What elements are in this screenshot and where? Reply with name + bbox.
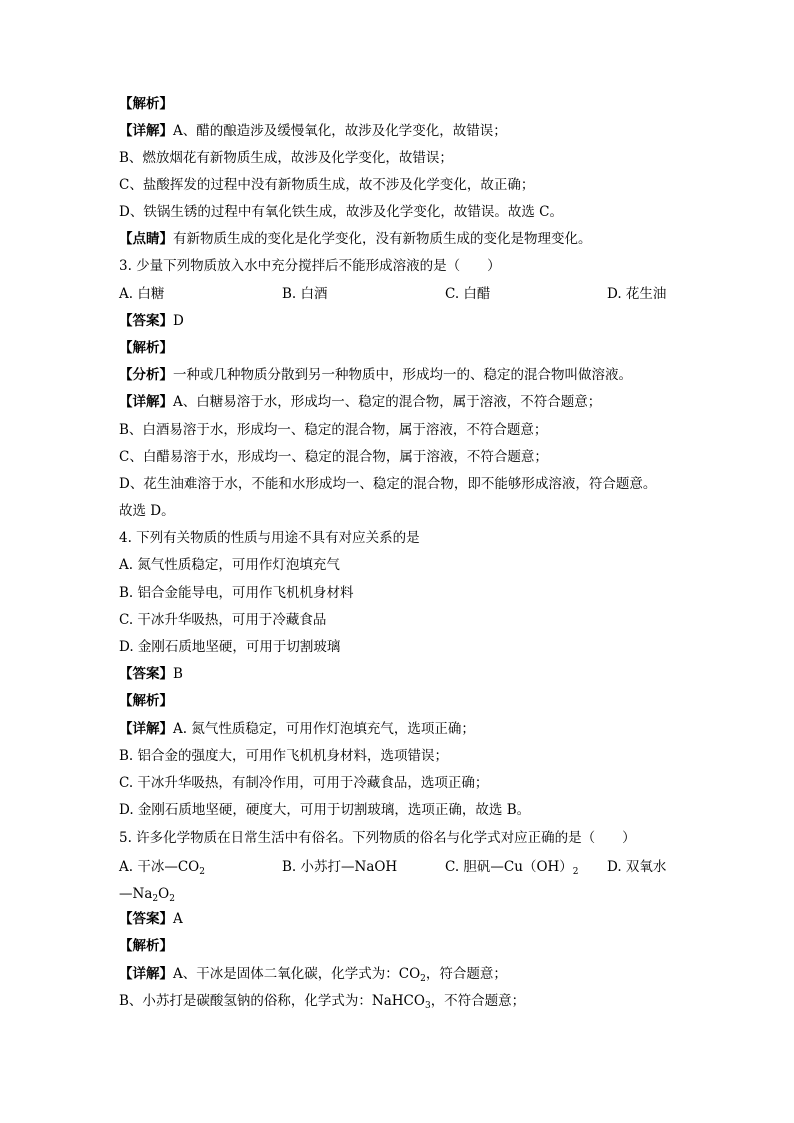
subscript: 2 <box>199 867 205 877</box>
q3-conclusion: 故选 D。 <box>119 503 175 519</box>
q3-jiexi-heading: 【解析】 <box>119 340 173 356</box>
q5-jiexi-heading: 【解析】 <box>119 938 173 954</box>
q3-option-d: D. 花生油 <box>607 286 667 302</box>
q4-option-c: C. 干冰升华吸热，可用于冷藏食品 <box>119 612 327 628</box>
xiangjie-tag: 【详解】 <box>119 123 173 139</box>
subscript: 3 <box>424 1001 431 1011</box>
subscript: 2 <box>169 894 175 904</box>
q4-xiangjie-a <box>119 719 475 739</box>
xiangjie-1c: C、盐酸挥发的过程中没有新物质生成，故不涉及化学变化，故正确； <box>119 177 535 193</box>
q5-answer <box>119 909 183 929</box>
xiangjie-tag: 【详解】 <box>119 721 173 737</box>
dianjing-text: 有新物质生成的变化是化学变化，没有新物质生成的变化是物理变化。 <box>173 231 592 247</box>
q3-option-b: B. 白酒 <box>282 286 328 302</box>
q5-option-d: D. 双氧水 <box>607 859 667 875</box>
q4-option-a: A. 氮气性质稳定，可用作灯泡填充气 <box>119 557 340 573</box>
xiangjie-tag: 【详解】 <box>119 966 173 982</box>
xiangjie-1b: B、燃放烟花有新物质生成，故涉及化学变化，故错误； <box>119 150 453 166</box>
answer-value: B <box>173 666 183 682</box>
xiangjie-1a <box>119 121 507 141</box>
q3-option-c: C. 白醋 <box>445 286 491 302</box>
q3-answer <box>119 311 184 331</box>
xiangjie-tail: ，符合题意； <box>425 966 507 982</box>
xiangjie-tail: ，不符合题意； <box>430 993 526 1009</box>
q5-option-a-text: A. 干冰—CO <box>119 859 200 875</box>
xiangjie-1d: D、铁锅生锈的过程中有氧化铁生成，故涉及化学变化，故错误。故选 C。 <box>119 204 563 220</box>
answer-value: A <box>173 911 183 927</box>
q5-xiangjie-b <box>119 991 525 1011</box>
q5-stem: 5. 许多化学物质在日常生活中有俗名。下列物质的俗名与化学式对应正确的是（ ） <box>119 830 636 846</box>
q3-xiangjie-d: D、花生油难溶于水，不能和水形成均一、稳定的混合物，即不能够形成溶液，符合题意。 <box>119 476 657 492</box>
q4-option-d: D. 金刚石质地坚硬，可用于切割玻璃 <box>119 639 341 655</box>
answer-value: D <box>173 313 184 329</box>
answer-tag: 【答案】 <box>119 313 173 329</box>
answer-tag: 【答案】 <box>119 911 173 927</box>
answer-tag: 【答案】 <box>119 666 173 682</box>
xiangjie-text: A、醋的酿造涉及缓慢氧化，故涉及化学变化，故错误； <box>173 123 507 139</box>
q3-stem: 3. 少量下列物质放入水中充分搅拌后不能形成溶液的是（ ） <box>119 258 501 274</box>
q5-option-b: B. 小苏打—NaOH <box>282 859 398 875</box>
q4-jiexi-heading: 【解析】 <box>119 693 173 709</box>
q5-option-c-text: C. 胆矾—Cu（OH） <box>445 859 573 875</box>
q5-option-a <box>119 857 205 877</box>
fenxi-tag: 【分析】 <box>119 367 173 383</box>
q4-xiangjie-c: C. 干冰升华吸热，有制冷作用，可用于冷藏食品，选项正确； <box>119 775 489 791</box>
q5-option-c <box>445 857 579 877</box>
q4-option-b: B. 铝合金能导电，可用作飞机机身材料 <box>119 585 354 601</box>
q5-option-d-oxygen: O <box>158 886 170 902</box>
q3-option-a: A. 白糖 <box>119 286 165 302</box>
xiangjie-text: B、小苏打是碳酸氢钠的俗称，化学式为：NaHCO <box>119 993 425 1009</box>
xiangjie-tag: 【详解】 <box>119 394 173 410</box>
xiangjie-text: A、干冰是固体二氧化碳，化学式为：CO <box>173 966 421 982</box>
subscript: 2 <box>152 894 159 904</box>
fenxi-text: 一种或几种物质分散到另一种物质中，形成均一的、稳定的混合物叫做溶液。 <box>173 367 632 383</box>
xiangjie-text: A. 氮气性质稳定，可用作灯泡填充气，选项正确； <box>173 721 475 737</box>
dianjing-1 <box>119 229 592 249</box>
q3-xiangjie-b: B、白酒易溶于水，形成均一、稳定的混合物，属于溶液，不符合题意； <box>119 422 548 438</box>
subscript: 2 <box>572 867 579 877</box>
q5-option-d-formula: —Na <box>119 886 153 902</box>
q4-xiangjie-d: D. 金刚石质地坚硬，硬度大，可用于切割玻璃，选项正确，故选 B。 <box>119 802 531 818</box>
subscript: 2 <box>420 974 426 984</box>
q4-stem: 4. 下列有关物质的性质与用途不具有对应关系的是 <box>119 530 420 546</box>
q3-fenxi <box>119 365 632 385</box>
dianjing-tag: 【点睛】 <box>119 231 173 247</box>
q4-xiangjie-b: B. 铝合金的强度大，可用作飞机机身材料，选项错误； <box>119 748 449 764</box>
q4-answer <box>119 664 183 684</box>
q3-xiangjie-c: C、白醋易溶于水，形成均一、稳定的混合物，属于溶液，不符合题意； <box>119 449 548 465</box>
xiangjie-text: A、白糖易溶于水，形成均一、稳定的混合物，属于溶液，不符合题意； <box>173 394 602 410</box>
q5-option-d-continued <box>119 884 175 904</box>
jiexi-heading-1: 【解析】 <box>119 96 173 112</box>
q3-xiangjie-a <box>119 392 601 412</box>
q5-xiangjie-a <box>119 964 507 984</box>
